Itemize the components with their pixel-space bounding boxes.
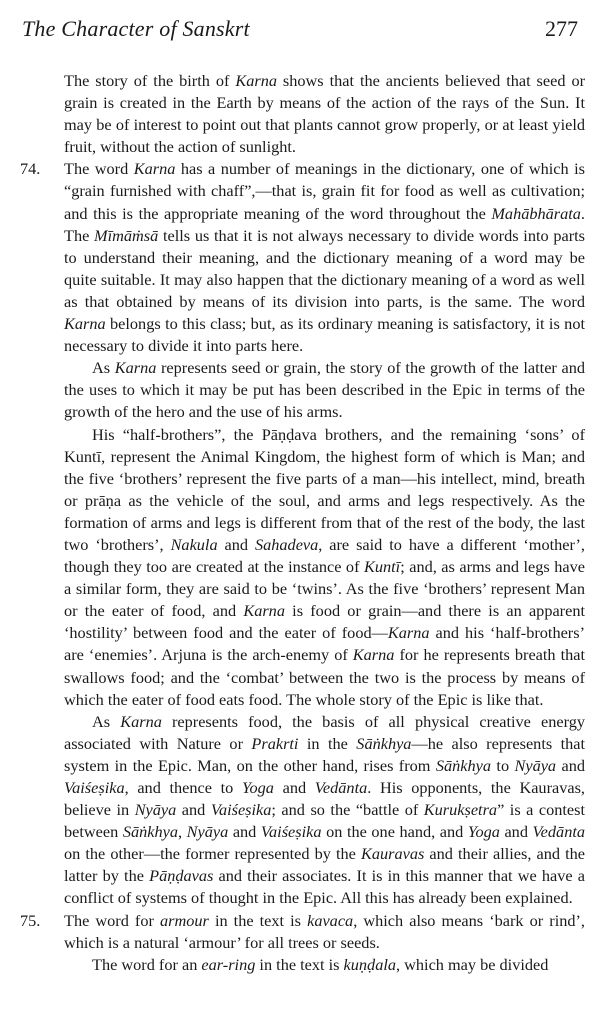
paragraph <box>20 357 585 423</box>
italic-term: Karna <box>235 71 277 90</box>
italic-term: Vaiśeṣika <box>260 822 322 842</box>
text-run: The word for <box>64 910 160 930</box>
text-run: As <box>92 711 121 731</box>
italic-term: Karna <box>387 623 430 643</box>
italic-term: Karna <box>243 601 285 621</box>
text-run: As <box>92 358 115 378</box>
text-run: The word for an <box>92 954 202 974</box>
text-run: and <box>273 778 315 797</box>
text-run: is food or grain—and there is an apparent ‘hostility’ between food and the eater of food— <box>64 601 585 643</box>
text-run: , <box>177 822 187 842</box>
text-run: in the text is <box>255 954 344 974</box>
text-run: and <box>176 800 211 820</box>
text-run: in the <box>298 733 357 753</box>
text-run: ; and so the “battle of <box>271 800 424 820</box>
text-run: and their allies, and the latter by the <box>64 844 585 886</box>
text-run: and their associates. It is in this manner that we have a conflict of systems of thought in the Epic. All this has already been explained. <box>64 866 586 908</box>
italic-term: Vaiśeṣika <box>64 778 125 797</box>
italic-term: Kauravas <box>361 844 425 864</box>
text-run: represents seed or grain, the story of the growth of the latter and the uses to which it may be put has been described in the Epic in terms of the growth of the hero and the use of his arms. <box>64 358 585 422</box>
text-run: in the text is <box>208 910 308 930</box>
italic-term: kuṇḍala <box>343 954 396 974</box>
paragraph <box>20 910 585 954</box>
italic-term: kavaca <box>307 910 354 930</box>
italic-term: Karna <box>133 159 176 179</box>
text-run: , which may be divided <box>396 954 549 974</box>
text-run: and <box>217 534 255 554</box>
text-run: , and thence to <box>124 778 242 797</box>
italic-term: Prakrti <box>251 733 299 753</box>
italic-term: Karna <box>120 711 162 731</box>
running-title: The Character of Sanskrt <box>22 16 250 41</box>
text-run: for he represents breath that swallows food; and the ‘combat’ between the two is the process by means of which the eater of food eats food. The whole story of the Epic is like that. <box>64 645 586 709</box>
paragraph <box>20 158 585 357</box>
paragraph <box>20 954 585 976</box>
page-number: 277 <box>545 16 578 41</box>
text-run: and <box>228 822 261 842</box>
italic-term: Karna <box>114 358 157 378</box>
paragraph <box>20 711 585 910</box>
text-run: The story of the birth of <box>64 71 236 90</box>
italic-term: Nyāya <box>186 822 229 842</box>
text-run: The word <box>64 159 134 179</box>
italic-term: Karna <box>352 645 395 665</box>
text-run: on the other—the former represented by the <box>64 844 361 864</box>
text-run: ; and, as arms and legs have a similar form, they are said to be ‘twins’. As the five ‘brothers’ represent Man or the eater of food, and <box>64 557 585 621</box>
italic-term: Yoga <box>241 778 274 797</box>
text-run: and his ‘half-brothers’ are ‘enemies’. Arjuna is the arch-enemy of <box>64 623 585 665</box>
italic-term: ear-ring <box>201 954 256 974</box>
italic-term: Nakula <box>170 534 218 554</box>
italic-term: Sāṅkhya <box>435 755 492 775</box>
italic-term: Pāṇḍavas <box>149 866 214 886</box>
note-number: 74. <box>20 159 41 179</box>
italic-term: Karna <box>64 314 106 334</box>
italic-term: armour <box>160 910 209 930</box>
italic-term: Yoga <box>467 822 500 842</box>
italic-term: Kurukṣetra <box>423 800 498 820</box>
text-run: to <box>491 755 515 775</box>
italic-term: Vedānta <box>532 822 585 842</box>
italic-term: Vedānta <box>314 778 368 797</box>
text-run: represents food, the basis of all physical creative energy associated with Nature or <box>64 711 585 753</box>
text-run: and <box>499 822 533 842</box>
italic-term: Kuntī <box>364 557 401 577</box>
text-run: shows that the ancients believed that seed or grain is created in the Earth by means of the action of the rays of the Sun. It may be of interest to point out that plants cannot grow properly, or at least yield fruit, without the action of sunlight. <box>64 71 586 157</box>
italic-term: Vaiśeṣika <box>210 800 272 820</box>
page-body <box>20 70 585 976</box>
italic-term: Nyāya <box>514 755 557 775</box>
text-run: ” is a contest between <box>64 800 586 842</box>
italic-term: Mahābhārata <box>491 203 581 223</box>
text-run: —he also represents that system in the Epic. Man, on the other hand, rises from <box>64 733 586 775</box>
page-header <box>22 16 578 42</box>
text-run: , which also means ‘bark or rind’, which is a natural ‘armour’ for all trees or seeds. <box>64 910 585 952</box>
paragraph <box>20 424 585 711</box>
italic-term: Nyāya <box>134 800 177 820</box>
text-run: on the one hand, and <box>321 822 468 842</box>
text-run: has a number of meanings in the dictionary, one of which is “grain furnished with chaff”,—that is, grain fit for food as well as cultivation; and this is the appropriate meaning of the word throughout the <box>64 159 585 223</box>
italic-term: Sāṅkhya <box>356 733 412 753</box>
text-run: . The <box>64 203 585 245</box>
text-run: tells us that it is not always necessary to divide words into parts to understand their meaning, and the dictionary meaning of a word may be quite suitable. It may also happen that the dictionary meaning of a word as well as that obtained by means of its division into parts, is the same. The word <box>64 225 585 311</box>
italic-term: Mīmāṁsā <box>94 225 159 245</box>
paragraph <box>20 70 585 158</box>
italic-term: Sāṅkhya <box>122 822 178 842</box>
italic-term: Sahadeva <box>254 534 319 554</box>
text-run: , are said to have a different ‘mother’, though they too are created at the instance of <box>64 534 586 577</box>
text-run: and <box>556 755 585 775</box>
note-number: 75. <box>20 910 41 930</box>
text-run: His “half-brothers”, the Pāṇḍava brothers, and the remaining ‘sons’ of Kuntī, represent the Animal Kingdom, the highest form of which is Man; and the five ‘brothers’ represent the five parts of a man—his intellect, mind, breath or prāṇa as the vehicle of the soul, and arms and legs respectively. As the formation of arms and legs is different from that of the rest of the body, the last two ‘brothers’, <box>64 424 585 554</box>
text-run: . His opponents, the Kauravas, believe in <box>64 778 585 820</box>
text-run: belongs to this class; but, as its ordinary meaning is satisfactory, it is not necessary to divide it into parts here. <box>64 314 585 356</box>
